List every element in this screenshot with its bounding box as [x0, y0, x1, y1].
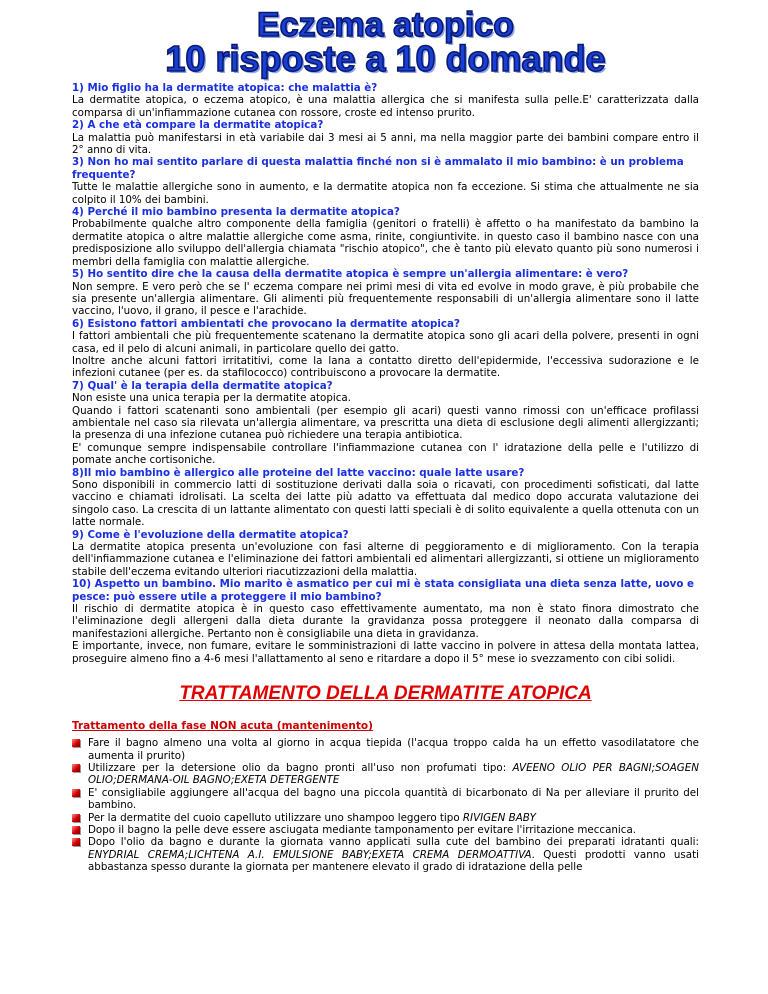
bullet-icon: [72, 814, 80, 822]
faq-question: 1) Mio figlio ha la dermatite atopica: che malattia è?: [72, 82, 378, 94]
faq-answer-paragraph: La dermatite atopica, o eczema atopico, è una malattia allergica che si manifesta sulla pelle.E' caratterizzata dalla comparsa di un'infiammazione cutanea con rossore, croste ed intenso prurito.: [72, 94, 699, 119]
faq-answer-paragraph: Sono disponibili in commercio latti di sostituzione derivati dalla soia o ricavati, con procedimenti sofisticati, dal latte vaccino e chiamati idrolisati. La scelta dei latte più adatto va effettuata dal medico dopo accurata valutazione dei singolo caso. La crescita di un lattante alimentato con questi latti speciali è di solito equivalente a quella ottenuta con un latte normale.: [72, 479, 699, 529]
title-line-2: 10 risposte a 10 domande: [165, 38, 606, 79]
bullet-text-tail: . Questi prodotti vanno usati abbastanza spesso durante la giornata per mantenere elevato il grado di idratazione della pelle: [88, 848, 700, 874]
faq-question: 5) Ho sentito dire che la causa della dermatite atopica è sempre un'allergia alimentare: è vero?: [72, 268, 629, 281]
faq-answer-paragraph: Non sempre. E vero però che se l' eczema compare nei primi mesi di vita ed evolve in modo grave, è più probabile che sia presente un'allergia alimentare. Gli alimenti più frequentemente responsabili di un'allergia alimentare sono il latte vaccino, l'uovo, il grano, il pesce e l'arachide.: [72, 280, 699, 318]
faq-answer-paragraph: Il rischio di dermatite atopica è in questo caso effettivamente aumentato, ma non è stato finora dimostrato che l'eliminazione degli allergeni dalla dieta durante la gravidanza possa proteggere il neonato dalla comparsa di manifestazioni allergiche. Pertanto non è consigliabile una dieta in gravidanza.: [72, 603, 699, 640]
bullet-text: E' consigliabile aggiungere all'acqua del bagno una piccola quantità di bicarbonato di Na per alleviare il prurito del bambino.: [88, 786, 699, 812]
treatment-list-item: [88, 762, 699, 787]
treatment-list-item: [88, 812, 699, 824]
faq-answer-paragraph: Inoltre anche alcuni fattori irritatitivi, come la lana a contatto diretto dell'epidermide, l'eccessiva sudorazione e le infezioni cutanee (per es. da stafilococco) contribuiscono a provocare la dermatite.: [72, 354, 699, 380]
treatment-list-item: [88, 787, 699, 812]
bullet-text: Utilizzare per la detersione olio da bagno pronti all'uso non profumati tipo:: [88, 761, 513, 774]
faq-section: [72, 82, 699, 665]
bullet-text: Fare il bagno almeno una volta al giorno in acqua tiepida (l'acqua troppo calda ha un effetto vasodilatatore che aumenta il prurito): [88, 737, 699, 762]
bullet-icon: [72, 764, 80, 772]
treatment-list-item: [88, 824, 699, 836]
document-title: [72, 8, 699, 80]
bullet-text: Dopo l'olio da bagno e durante la giornata vanno applicati sulla cute del bambino dei preparati idratanti quali:: [88, 836, 699, 849]
product-names: AVEENO OLIO PER BAGNI;SOAGEN OLIO;DERMANA-OIL BAGNO;EXETA DETERGENTE: [88, 761, 699, 787]
treatment-list: [72, 737, 699, 873]
faq-answer-paragraph: I fattori ambientali che più frequentemente scatenano la dermatite atopica sono gli acari della polvere, presenti in ogni casa, ed il pelo di alcuni animali, in particolare quello dei gatto.: [72, 330, 699, 355]
faq-answer-paragraph: Tutte le malattie allergiche sono in aumento, e la dermatite atopica non fa eccezione. Si stima che attualmente ne sia colpito il 10% dei bambini.: [72, 181, 699, 206]
faq-answer-paragraph: La malattia può manifestarsi in età variabile dai 3 mesi ai 5 anni, ma nella maggior parte dei bambini compare entro il 2° anno di vita.: [72, 131, 699, 157]
product-names: ENYDRIAL CREMA;LICHTENA A.I. EMULSIONE BABY;EXETA CREMA DERMOATTIVA: [88, 848, 532, 861]
faq-question: 7) Qual' è la terapia della dermatite atopica?: [72, 379, 333, 392]
faq-answer-paragraph: E' comunque sempre indispensabile controllare l'infiammazione cutanea con l' idratazione della pelle e l'utilizzo di pomate anche cortisoniche.: [72, 441, 699, 467]
product-names: RIVIGEN BABY: [462, 811, 536, 824]
faq-answer-paragraph: E importante, invece, non fumare, evitare le somministrazioni di latte vaccino in polvere in attesa della montata lattea, proseguire almeno fino a 4-6 mesi l'allattamento al seno e ritardare a dopo il 5° mese io svezzamento con cibi solidi.: [72, 640, 699, 665]
faq-question: 4) Perché il mio bambino presenta la dermatite atopica?: [72, 206, 400, 219]
document-page: [72, 8, 699, 874]
treatment-list-item: [88, 836, 699, 873]
faq-question: 6) Esistono fattori ambientati che provocano la dermatite atopica?: [72, 317, 460, 330]
faq-answer-paragraph: La dermatite atopica presenta un'evoluzione con fasi alterne di peggioramento e di miglioramento. Con la terapia dell'infiammazione cutanea e l'eliminazione dei fattori ambientali ed alimentari allergizzanti, si ottiene un miglioramento stabile dell'eczema evitando ulteriori riacutizzazioni della malattia.: [72, 541, 699, 578]
treatment-title: TRATTAMENTO DELLA DERMATITE ATOPICA: [179, 683, 592, 705]
title-line-1: Eczema atopico: [257, 6, 514, 44]
bullet-text: Dopo il bagno la pelle deve essere asciugata mediante tamponamento per evitare l'irritazione meccanica.: [88, 823, 637, 836]
treatment-subtitle: Trattamento della fase NON acuta (mantenimento): [72, 720, 373, 733]
faq-question: 3) Non ho mai sentito parlare di questa malattia finché non si è ammalato il mio bambino: è un problema frequente?: [72, 156, 684, 181]
bullet-icon: [72, 789, 80, 797]
bullet-icon: [72, 826, 80, 834]
bullet-icon: [72, 838, 80, 846]
treatment-list-item: [88, 737, 699, 762]
faq-answer-paragraph: Probabilmente qualche altro componente della famiglia (genitori o fratelli) è affetto o ha manifestato da bambino la dermatite atopica o altre malattie allergiche come asma, rinite, congiuntivite. in questo caso il bambino nasce con una predisposizione allo sviluppo dell'allergia chiamata "rischio atopico", che è tanto più elevato quanto più sono numerosi i membri della famiglia con malattie allergiche.: [72, 218, 699, 268]
bullet-icon: [72, 739, 80, 747]
faq-question: 9) Come è l'evoluzione della dermatite atopica?: [72, 528, 349, 541]
bullet-text: Per la dermatite del cuoio capelluto utilizzare uno shampoo leggero tipo: [88, 811, 463, 824]
faq-answer-paragraph: Non esiste una unica terapia per la dermatite atopica.: [72, 392, 351, 405]
faq-question: 2) A che età compare la dermatite atopica?: [72, 119, 324, 132]
faq-question: 8)Il mio bambino è allergico alle proteine del latte vaccino: quale latte usare?: [72, 466, 525, 479]
faq-question: 10) Aspetto un bambino. Mio marito è asmatico per cui mi è stata consigliata una dieta senza latte, uovo e pesce: può essere utile a proteggere il mio bambino?: [72, 578, 695, 603]
faq-answer-paragraph: Quando i fattori scatenanti sono ambientali (per esempio gli acari) questi vanno rimossi con un'efficace profilassi ambientale nel caso sia rilevata un'allergia alimentare, va prescritta una dieta di esclusione degli alimenti allergizzanti; la presenza di una infezione cutanea può richiedere una terapia antibiotica.: [72, 404, 699, 442]
